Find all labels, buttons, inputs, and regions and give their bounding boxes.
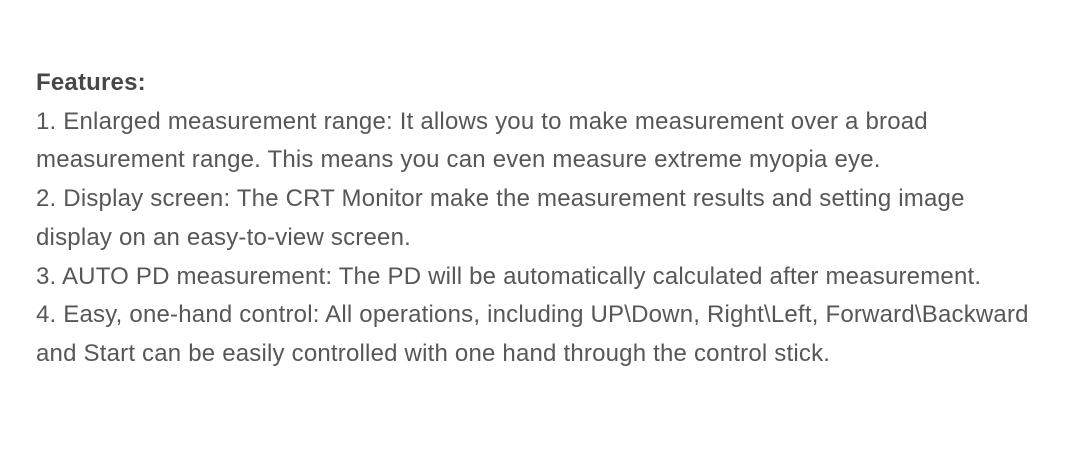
features-text-block — [36, 64, 1080, 374]
feature-item-4 — [36, 296, 1080, 373]
feature-item-1-line-2: measurement range. This means you can even measure extreme myopia eye. — [36, 146, 881, 174]
feature-item-3 — [36, 258, 1080, 297]
feature-item-3-line-1: 3. AUTO PD measurement: The PD will be automatically calculated after measurement. — [36, 262, 982, 290]
feature-item-1 — [36, 103, 1080, 180]
feature-item-1-line-1: 1. Enlarged measurement range: It allows you to make measurement over a broad — [36, 107, 928, 135]
feature-item-2 — [36, 180, 1080, 257]
feature-item-4-line-1: 4. Easy, one-hand control: All operations, including UP\Down, Right\Left, Forward\Backward — [36, 301, 1029, 329]
feature-item-4-line-2: and Start can be easily controlled with one hand through the control stick. — [36, 339, 831, 367]
features-heading: Features: — [36, 69, 146, 96]
feature-item-2-line-1: 2. Display screen: The CRT Monitor make the measurement results and setting image — [36, 185, 965, 213]
feature-item-2-line-2: display on an easy-to-view screen. — [36, 223, 411, 251]
